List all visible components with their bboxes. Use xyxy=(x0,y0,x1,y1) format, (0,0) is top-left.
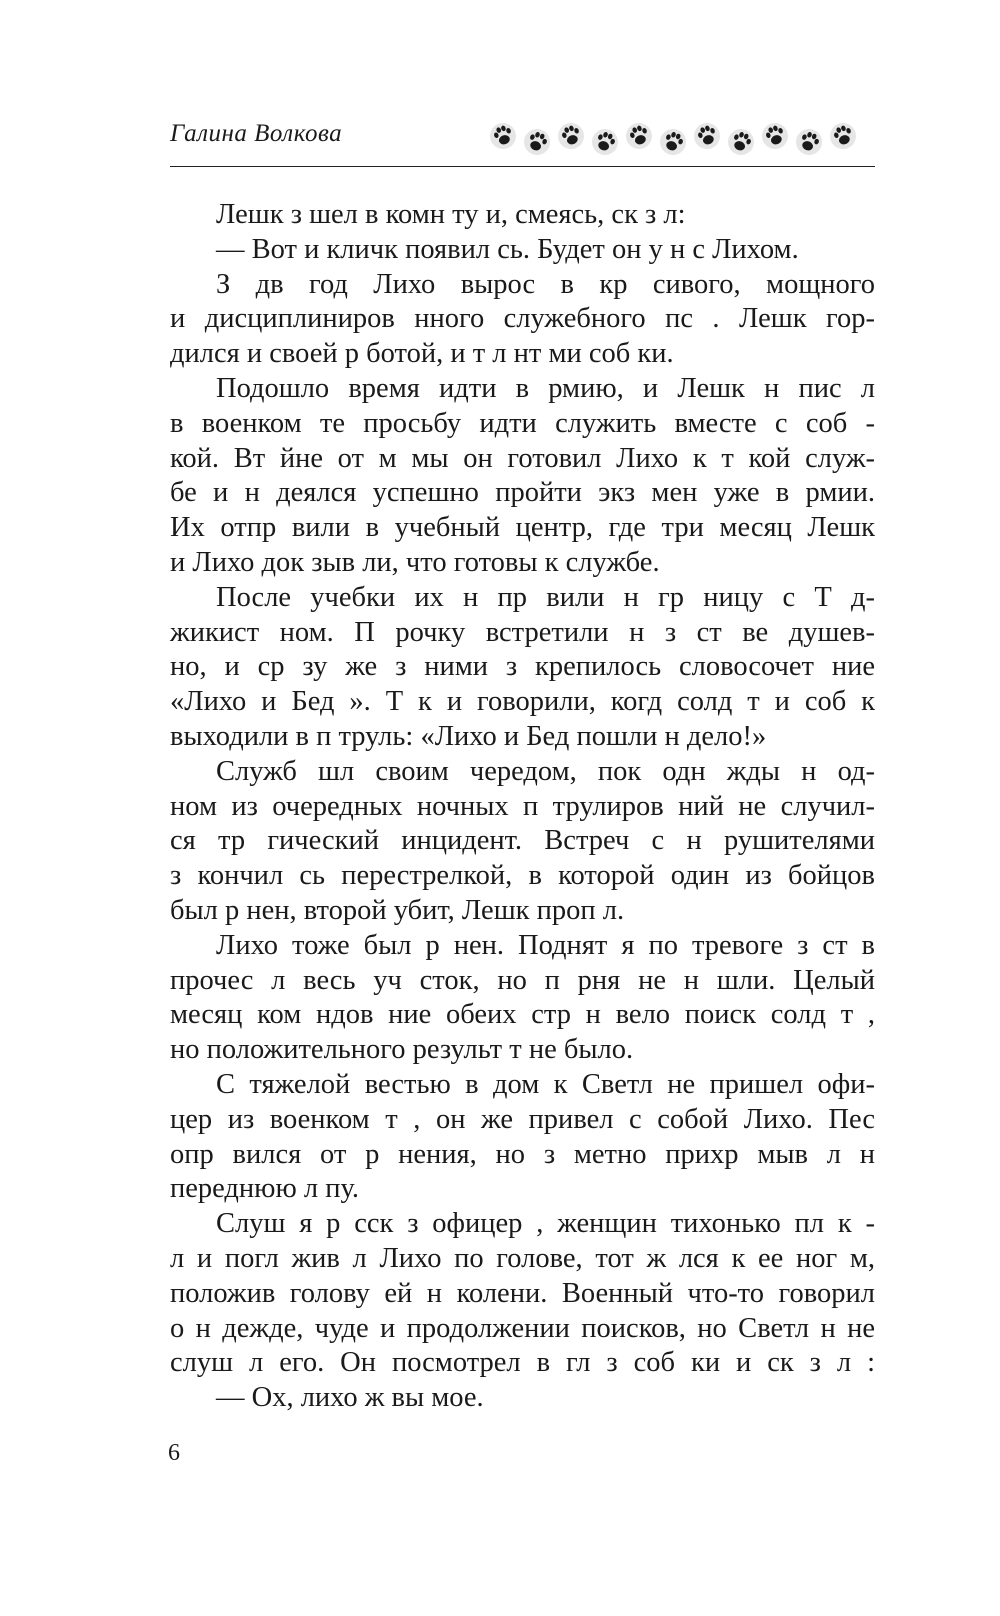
text-line: кой. Вт йне от м мы он готовил Лихо к т кой служ- xyxy=(170,442,875,474)
text-line: Лешк з шел в комн ту и, смеясь, ск з л: xyxy=(216,199,686,230)
text-line: После учебки их н пр вили н гр ницу с Т д- xyxy=(216,581,875,613)
text-line: переднюю л пу. xyxy=(170,1173,360,1205)
running-header xyxy=(170,118,875,167)
text-line: ном из очередных ночных п трулиров ний не случил- xyxy=(170,790,875,822)
paw-print-icon xyxy=(724,125,757,158)
text-line: Слуш я р сск з офицер , женщин тихонько пл к - xyxy=(216,1208,875,1240)
text-line: и Лихо док зыв ли, что готовы к службе. xyxy=(170,546,660,578)
paw-print-icon xyxy=(588,125,621,158)
text-line: выходили в п труль: «Лихо и Бед пошли н дело!» xyxy=(170,720,767,752)
paw-print-icon xyxy=(656,125,689,158)
text-line: — Вот и кличк появил сь. Будет он у н с Лихом. xyxy=(216,233,799,265)
page-number: 6 xyxy=(168,1440,180,1466)
paw-print-icon xyxy=(520,125,553,158)
text-line: цер из военком т , он же привел с собой Лихо. Пес xyxy=(170,1103,875,1135)
paw-print-icon xyxy=(486,120,519,153)
text-line: л и погл жив л Лихо по голове, тот ж лся к ее ног м, xyxy=(170,1242,875,1274)
text-line: С тяжелой вестью в дом к Светл не пришел офи- xyxy=(216,1068,875,1100)
text-line: «Лихо и Бед ». Т к и говорили, когд солд т и соб к xyxy=(170,686,875,718)
text-line: прочес л весь уч сток, но п рня не н шли. Целый xyxy=(170,964,875,996)
paw-print-icon xyxy=(758,120,791,153)
text-line: Лихо тоже был р нен. Поднят я по тревоге з ст в xyxy=(216,929,875,961)
text-line: но, и ср зу же з ними з крепилось словосочет ние xyxy=(170,651,875,683)
paw-print-icon xyxy=(826,120,859,153)
text-line: был р нен, второй убит, Лешк проп л. xyxy=(170,894,625,926)
text-line: опр вился от р нения, но з метно прихр мыв л н xyxy=(170,1138,875,1170)
text-line: месяц ком ндов ние обеих стр н вело поиск солд т , xyxy=(170,999,875,1031)
text-line: в военком те просьбу идти служить вместе с соб - xyxy=(170,407,875,439)
paw-print-icon xyxy=(690,120,723,153)
text-line: з кончил сь перестрелкой, в которой один из бойцов xyxy=(170,860,875,892)
text-line: Подошло время идти в рмию, и Лешк н пис л xyxy=(216,372,875,404)
paw-print-ornament xyxy=(485,120,875,160)
text-line: Их отпр вили в учебный центр, где три месяц Лешк xyxy=(170,512,875,544)
text-line: З дв год Лихо вырос в кр сивого, мощного xyxy=(216,268,875,300)
text-line: положив голову ей н колени. Военный что-то говорил xyxy=(170,1277,875,1309)
body-text xyxy=(170,198,875,1416)
text-line: — Ох, лихо ж вы мое. xyxy=(216,1382,484,1414)
text-line: жикист ном. П рочку встретили н з ст ве душев- xyxy=(170,616,875,648)
text-line: Служб шл своим чередом, пок одн жды н од- xyxy=(216,755,875,787)
text-line: ся тр гический инцидент. Встреч с н рушителями xyxy=(170,825,875,857)
text-line: дился и своей р ботой, и т л нт ми соб ки. xyxy=(170,338,674,370)
paw-print-icon xyxy=(792,125,825,158)
paw-print-icon xyxy=(554,120,587,153)
text-line: слуш л его. Он посмотрел в гл з соб ки и ск з л : xyxy=(170,1347,875,1379)
text-line: бе и н деялся успешно пройти экз мен уже в рмии. xyxy=(170,477,875,509)
paw-print-icon xyxy=(622,120,655,153)
text-line: и дисциплиниров нного служебного пс . Лешк гор- xyxy=(170,303,875,335)
author-name: Галина Волкова xyxy=(170,120,343,147)
text-line: но положительного результ т не было. xyxy=(170,1034,634,1066)
text-line: о н дежде, чуде и продолжении поисков, но Светл н не xyxy=(170,1312,875,1344)
